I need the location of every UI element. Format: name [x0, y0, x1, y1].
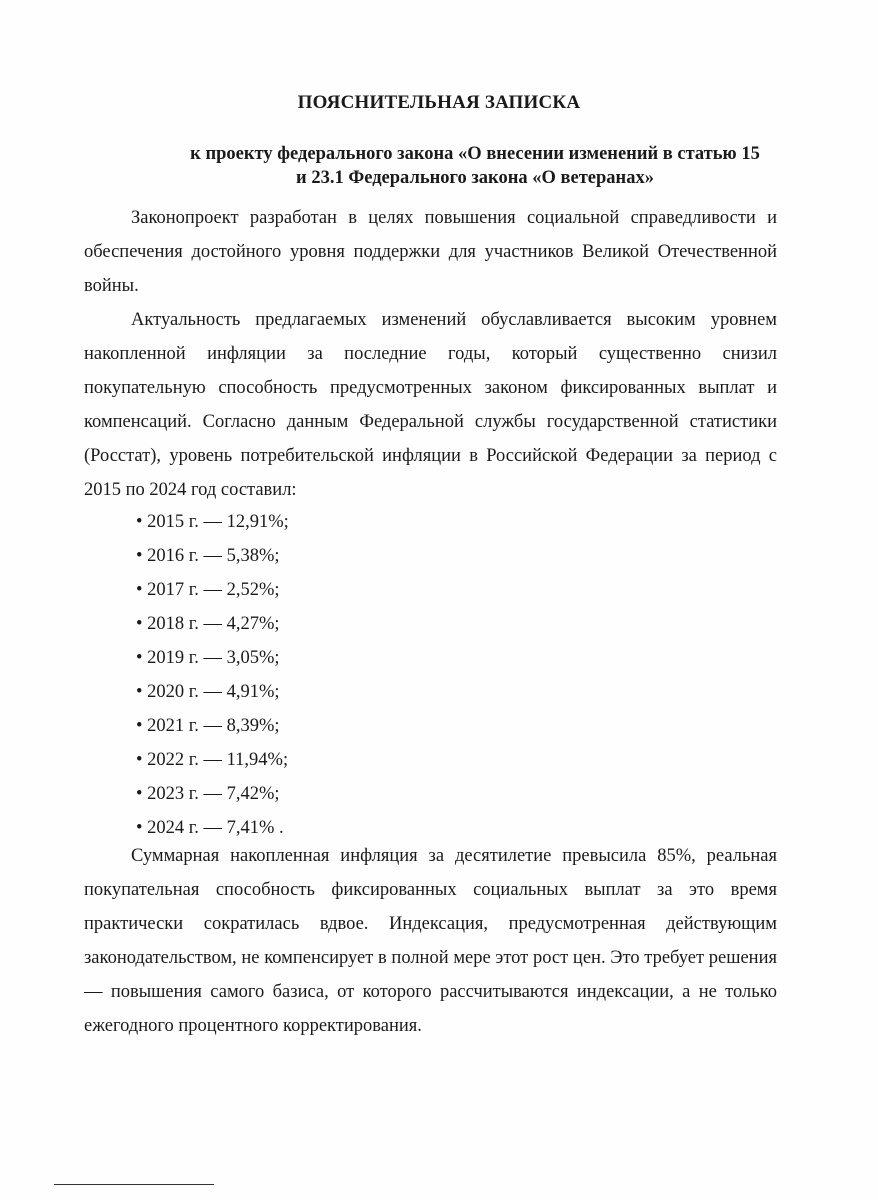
subtitle-line-1: к проекту федерального закона «О внесении изменений в статью 15 — [190, 144, 760, 164]
list-item: • 2021 г. — 8,39%; — [136, 716, 280, 736]
paragraph-1-text: Законопроект разработан в целях повышения социальной справедливости и обеспечения достойного уровня поддержки для участников Великой Отечественной войны. — [84, 208, 777, 296]
paragraph-intro — [84, 201, 777, 303]
list-item: • 2016 г. — 5,38%; — [136, 546, 280, 566]
list-item: • 2022 г. — 11,94%; — [136, 750, 289, 770]
subtitle-line-2: и 23.1 Федерального закона «О ветеранах» — [296, 168, 654, 188]
list-item: • 2024 г. — 7,41% . — [136, 818, 284, 838]
footnote-divider — [54, 1184, 214, 1185]
list-item: • 2023 г. — 7,42%; — [136, 784, 280, 804]
paragraph-3-text: Суммарная накопленная инфляция за десятилетие превысила 85%, реальная покупательная способность фиксированных социальных выплат за это время практически сократилась вдвое. Индексация, предусмотренная действующим законодательством, не компенсирует в полной мере этот рост цен. Это требует решения — повышения самого базиса, от которого рассчитываются индексации, а не только ежегодного процентного корректирования. — [84, 846, 777, 1036]
list-item: • 2017 г. — 2,52%; — [136, 580, 280, 600]
list-item: • 2019 г. — 3,05%; — [136, 648, 280, 668]
paragraph-2-text: Актуальность предлагаемых изменений обуславливается высоким уровнем накопленной инфляции за последние годы, который существенно снизил покупательную способность предусмотренных законом фиксированных выплат и компенсаций. Согласно данным Федеральной службы государственной статистики (Росстат), уровень потребительской инфляции в Российской Федерации за период с 2015 по 2024 год составил: — [84, 310, 777, 500]
list-item: • 2018 г. — 4,27%; — [136, 614, 280, 634]
document-title: ПОЯСНИТЕЛЬНАЯ ЗАПИСКА — [297, 92, 581, 113]
list-item: • 2015 г. — 12,91%; — [136, 512, 289, 532]
inflation-list — [136, 505, 289, 845]
list-item: • 2020 г. — 4,91%; — [136, 682, 280, 702]
paragraph-conclusion — [84, 839, 777, 1043]
document-subtitle — [60, 142, 878, 190]
paragraph-relevance — [84, 303, 777, 507]
